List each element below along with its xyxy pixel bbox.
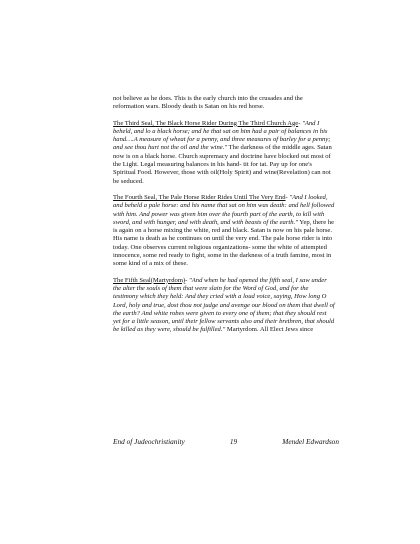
footer-author: Mendel Edwardson <box>282 437 339 446</box>
footer-page-number: 19 <box>229 437 238 446</box>
fourth-seal-paragraph <box>113 194 335 269</box>
fourth-seal-heading: The Fourth Seal, The Pale Horse Rider Rides Until The Very End <box>113 193 286 201</box>
fifth-seal-heading: The Fifth Seal(Martyrdom) <box>113 276 186 284</box>
third-seal-dash: - <box>298 119 303 127</box>
third-seal-text: The darkness of the middle ages. Satan now is on a black horse. Church supremacy and doctrine have blocked out most of the Light. Legal measuring balances in his hand- tit for tat. Pay up for one's Spiritual Food. However, those with oil(Holy Spirit) and wine(Revelation) can not be seduced. <box>113 144 332 185</box>
intro-paragraph: not believe as he does. This is the early church into the crusades and the reformation wars. Bloody death is Satan on his red horse. <box>113 95 303 111</box>
fifth-seal-dash: - <box>185 276 190 284</box>
page-footer <box>113 437 339 446</box>
fourth-seal-dash: - <box>285 193 290 201</box>
body-text <box>113 95 335 343</box>
third-seal-paragraph <box>113 120 335 186</box>
fourth-seal-quote: "And I looked, and beheld a pale horse: and his name that sat on him was death: and hell followed with him. And power was given him over the fourth part of the earth, to kill with sword, and with hunger, and with death, and with beasts of the earth." <box>113 193 335 226</box>
footer-book-title: End of Judeochristianity <box>113 437 185 446</box>
fifth-seal-paragraph <box>113 277 335 335</box>
fifth-seal-text: Martyrdom. All Elect Jews since <box>225 326 314 334</box>
third-seal-quote: "And I beheld, and lo a black horse; and he that sat on him had a pair of balances in his hand….A measure of wheat for a penny, and three measures of barley for a penny; and see thou hurt not the oil and the wine." <box>113 119 331 152</box>
fourth-seal-text: Yep, there he is again on a horse mixing the white, red and black. Satan is now on his pale horse. His name is death as he continues on until the very end. The pale horse rider is into today. One observes current religious organizations- some the white of attempted innocence, some red ready to fight, some in the darkness of a truth famine, most in some kind of a mix of these. <box>113 218 335 268</box>
third-seal-heading: The Third Seal, The Black Horse Rider During The Third Church Age <box>113 119 299 127</box>
fifth-seal-quote: "And when he had opened the fifth seal, I saw under the alter the souls of them that were slain for the Word of God, and for the testimony which they held: And they cried with a loud voice, saying, How long O Lord, holy and true, dost thou not judge and avenge our blood on them that dwell of the earth? And white robes were given to every one of them; that they should rest yet for a little season, until their fellow servants also and their brethren, that should be killed as they were, should be fulfilled." <box>113 276 335 334</box>
